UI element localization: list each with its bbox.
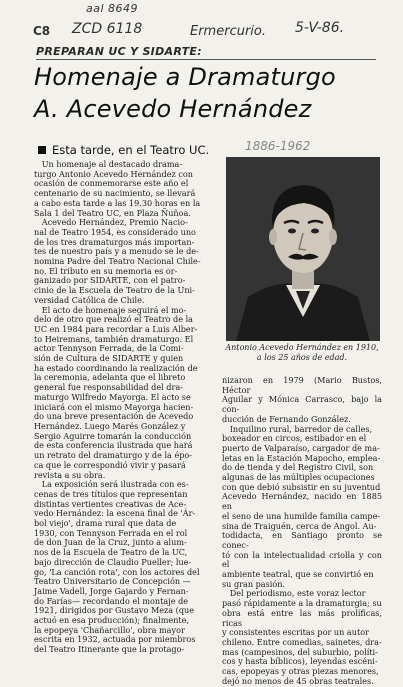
article-kicker: PREPARAN UC Y SIDARTE: [36,45,202,58]
portrait-illustration [226,157,380,341]
headline-line-1: Homenaje a Dramaturgo [34,63,336,91]
bullet-square-icon [38,146,46,154]
divider [36,59,376,60]
archive-reference: ZCD 6118 [72,21,143,37]
article-column-1: Un homenaje al destacado drama- turgo Antonio Acevedo Hernández con ocasión de conmemorarse este año el centenario de su nacimiento, se llevará a cabo esta tarde a las 19.30 horas en la Sala 1 del Teatro UC, en Plaza Ñuñoa. Acevedo Hernández, Premio Nacio- nal de Teatro 1954, es considerado uno de los tres dramaturgos más importan- tes de nuestro país y a menudo se le de- nomina Padre del Teatro Nacional Chile- no. El tributo en su memoria es or- ganizado por SIDARTE, con el patro- cinio de la Escuela de Teatro de la Uni- versidad Católica de Chile. El acto de homenaje seguirá el mo- delo de otro que realizó el Teatro de la UC en 1984 para recordar a Luis Alber- to Heiremans, también dramaturgo. El actor Tennyson Ferrada, de la Comi- sión de Cultura de SIDARTE y quien ha estado coordinando la realización de la ceremonia, adelanta que el libreto general fue responsabilidad del dra- maturgo Wilfredo Mayorga. El acto se iniciará con el mismo Mayorga hacien- do una breve presentación de Acevedo Hernández. Luego Marés González y Sergio Aguirre tomarán la conducción de esta conferencia ilustrada que hará un retrato del dramaturgo y de la épo- ca que le correspondió vivir y pasará revista a su obra. La exposición será ilustrada con es- cenas de tres títulos que representan distintas vertientes creativas de Ace- vedo Hernández: la escena final de 'Ár- bol viejo', drama rural que data de 1930, con Tennyson Ferrada en el rol de don Juan de la Cruz, junto a alum- nos de la Escuela de Teatro de la UC, bajo dirección de Claudio Pueller; lue- go, 'La canción rota', con los actores del Teatro Universitario de Concepción — Jaime Vadell, Jorge Gajardo y Fernan- do Farías— recordando el montaje de 1921, dirigidos por Gustavo Meza (que actuó en esa producción); finalmente, la epopeya 'Chañarcillo', obra mayor escrita en 1932, actuada por miembros del Teatro Itinerante que la protago- [34,159,201,655]
publication-date: 5-V-86. [295,20,345,36]
photo-caption: Antonio Acevedo Hernández en 1910, a los 25 años de edad. [225,343,379,362]
subheadline [38,143,209,157]
newspaper-name: Ermercurio. [190,24,266,39]
portrait-photo [226,157,380,341]
archive-handwritten-number: aal 8649 [86,2,139,15]
section-code: C8 [33,24,51,38]
subheadline-text: Esta tarde, en el Teatro UC. [52,143,210,157]
handwritten-years: 1886-1962 [245,139,311,153]
article-column-2: nizaron en 1979 (Mario Bustos, Héctor Aguilar y Mónica Carrasco, bajo la con- ducción de Fernando González. Inquilino rural, barredor de calles, boxeador en circos, estibador en el puerto de Valparaíso, cargador de ma- letas en la Estación Mapocho, emplea- do de tienda y del Registro Civil, son algunas de las múltiples ocupaciones con que debió subsistir en su juventud Acevedo Hernández, nacido en 1885 en el seno de una humilde familia campe- sina de Traiguén, cerca de Angol. Au- todidacta, en Santiago pronto se conec- tó con la intelectualidad criolla y con el ambiente teatral, que se convirtió en su gran pasión. Del periodismo, este voraz lector pasó rápidamente a la dramaturgia; su obra está entre las más prolíficas, ricas y consistentes escritas por un autor chileno. Entre comedias, sainetes, dra- mas (campesinos, del suburbio, políti- cos y hasta bíblicos), leyendas escéni- cas, epopeyas y otras piezas menores, dejó no menos de 45 obras teatrales. [222,375,382,686]
headline-line-2: A. Acevedo Hernández [34,95,312,123]
